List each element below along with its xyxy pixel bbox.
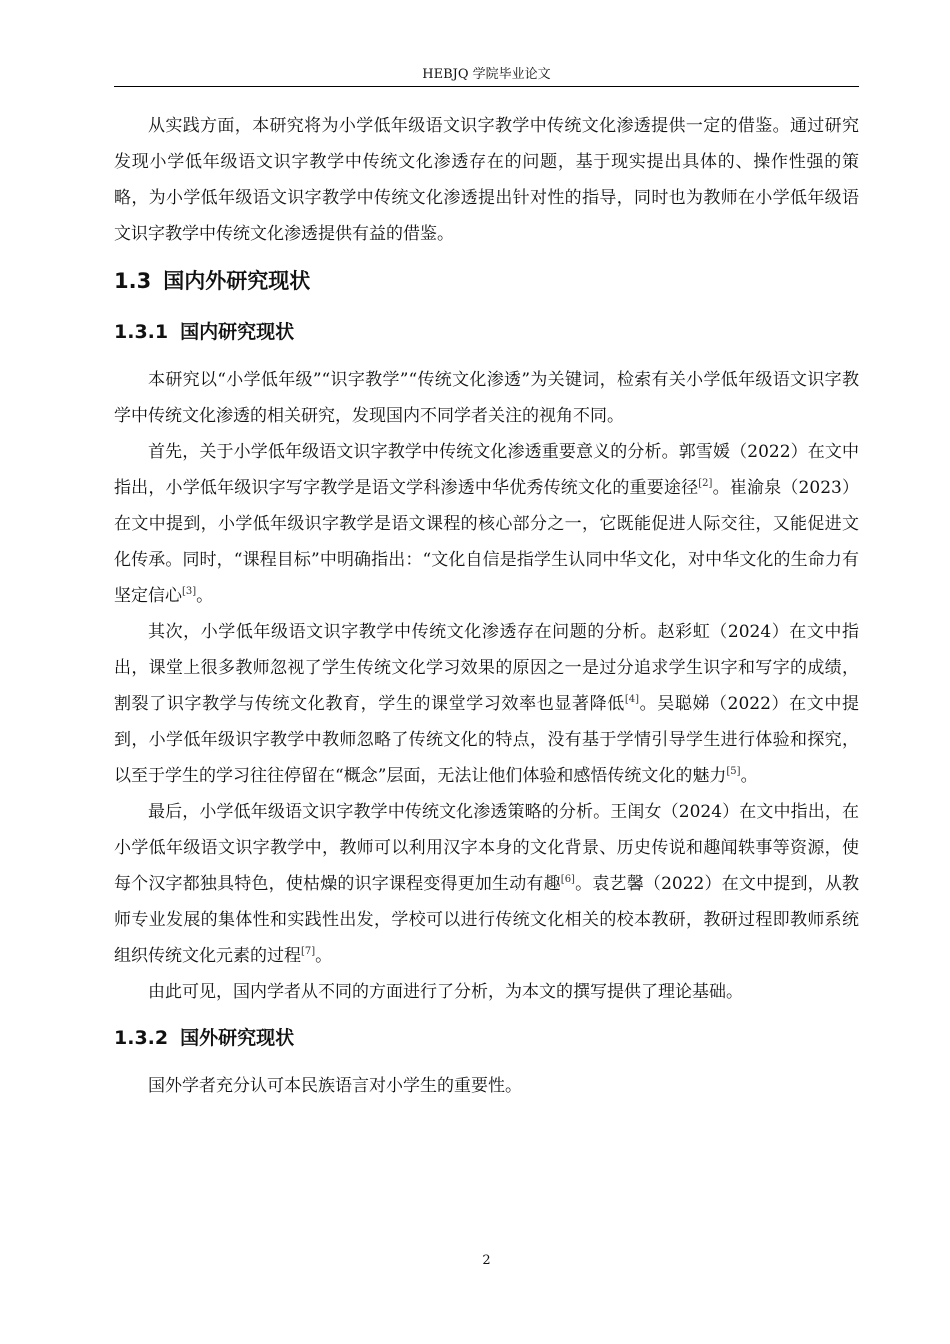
citation-ref: [6] [560,874,575,885]
section-title: 国内外研究现状 [163,269,311,293]
subsection-title: 国外研究现状 [180,1027,295,1049]
paragraph-text: 。 [740,766,758,786]
intro-paragraph: 从实践方面，本研究将为小学低年级语文识字教学中传统文化渗透提供一定的借鉴。通过研究发现小学低年级语文识字教学中传统文化渗透存在的问题，基于现实提出具体的、操作性强的策略，为小学低年级语文识字教学中传统文化渗透提出针对性的指导，同时也为教师在小学低年级语文识字教学中传统文化渗透提供有益的借鉴。 [114,116,859,244]
domestic-paragraph-5: 由此可见，国内学者从不同的方面进行了分析，为本文的撰写提供了理论基础。 [148,982,743,1002]
header-rule [114,86,859,87]
paragraph-text: 。 [196,586,214,606]
citation-ref: [2] [698,478,713,489]
foreign-paragraph-1: 国外学者充分认可本民族语言对小学生的重要性。 [148,1076,522,1096]
domestic-paragraph-4 [114,794,859,974]
citation-ref: [5] [726,766,741,777]
domestic-paragraph-1: 本研究以“小学低年级”“识字教学”“传统文化渗透”为关键词，检索有关小学低年级语文识字教学中传统文化渗透的相关研究，发现国内不同学者关注的视角不同。 [114,370,859,426]
subsection-number: 1.3.2 [114,1027,169,1049]
domestic-paragraph-3 [114,614,859,794]
subsection-heading-1-3-2 [114,1018,859,1058]
paragraph-text: 。吴聪娣（2022）在文中提到，小学低年级识字教学中教师忽略了传统文化的特点，没有基于学情引导学生进行体验和探究，以至于学生的学习往往停留在“概念”层面，无法让他们体验和感悟传统文化的魅力 [114,694,860,786]
citation-ref: [4] [624,694,639,705]
subsection-number: 1.3.1 [114,321,169,343]
paragraph-text: 。袁艺馨（2022）在文中提到，从教师专业发展的集体性和实践性出发，学校可以进行传统文化相关的校本教研，教研过程即教师系统组织传统文化元素的过程 [114,874,859,966]
section-heading-1-3 [114,252,859,304]
running-header: HEBJQ 学院毕业论文 [422,67,551,82]
paragraph-text: 。崔渝泉（2023）在文中提到，小学低年级识字教学是语文课程的核心部分之一，它既能促进人际交往，又能促进文化传承。同时，“课程目标”中明确指出：“文化自信是指学生认同中华文化，对中华文化的生命力有坚定信心 [114,478,860,606]
domestic-paragraph-2 [114,434,859,614]
section-number: 1.3 [114,269,152,293]
page-body [114,108,859,1104]
citation-ref: [3] [182,586,197,597]
subsection-title: 国内研究现状 [180,321,295,343]
subsection-heading-1-3-1 [114,312,859,352]
citation-ref: [7] [301,946,316,957]
paragraph-text: 其次，小学低年级语文识字教学中传统文化渗透存在问题的分析。赵彩虹（2024）在文中指出，课堂上很多教师忽视了学生传统文化学习效果的原因之一是过分追求学生识字和写字的成绩，割裂了识字教学与传统文化教育，学生的课堂学习效率也显著降低 [114,622,859,714]
paragraph-text: 。 [315,946,333,966]
paragraph-text: 首先，关于小学低年级语文识字教学中传统文化渗透重要意义的分析。郭雪媛（2022）在文中指出，小学低年级识字写字教学是语文学科渗透中华优秀传统文化的重要途径 [114,442,859,498]
paragraph-text: 最后，小学低年级语文识字教学中传统文化渗透策略的分析。王闺女（2024）在文中指出，在小学低年级语文识字教学中，教师可以利用汉字本身的文化背景、历史传说和趣闻轶事等资源，使每个汉字都独具特色，使枯燥的识字课程变得更加生动有趣 [114,802,859,894]
page-number: 2 [482,1253,491,1268]
